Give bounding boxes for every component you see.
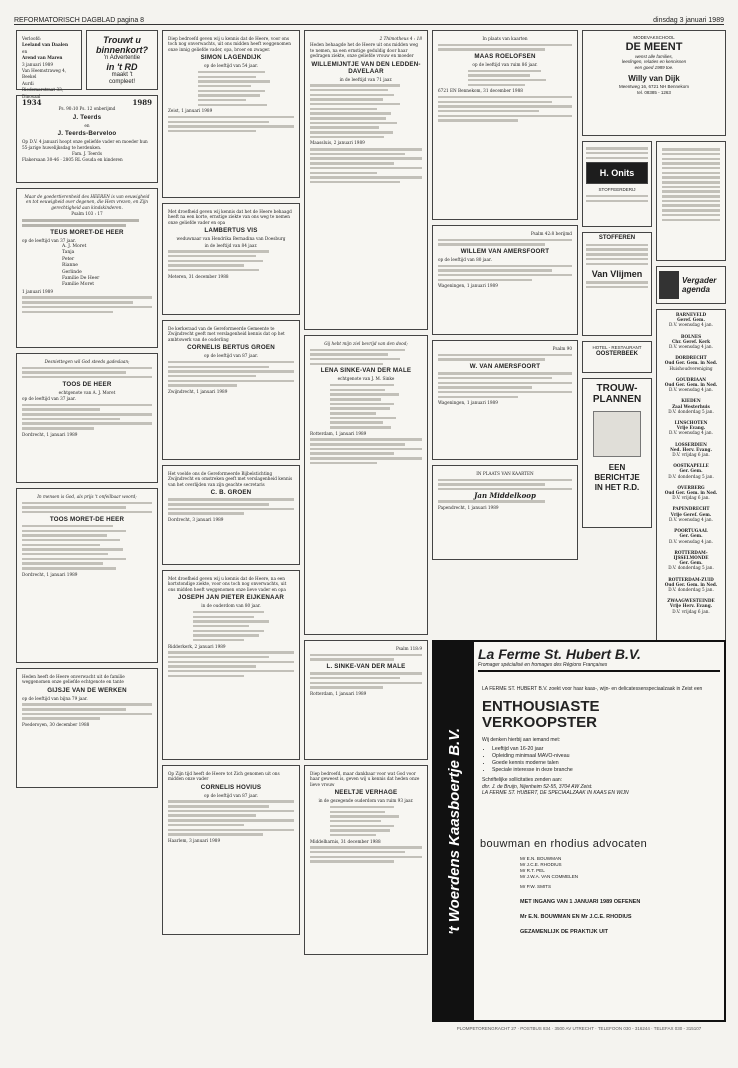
obituary-intro: Maar de goedertierenheid des HEEREN is van eeuwigheid en tot eeuwigheid over degenen, die Hem vrezen, en Zijn gerechtigheid aan kindskinderen. [24,194,150,210]
deceased-age: op de leeftijd van 37 jaar. [22,237,76,243]
ferm-side-text: 't Woerdens Kaasboertje B.V. [445,727,463,935]
deceased-age: op de leeftijd van ruim 86 jaar. [472,61,538,67]
notice-name: J. Teerds [72,113,102,121]
law-firm-advertisement [480,838,720,935]
column-1 [16,30,158,793]
notice-text: Op D.V. 4 januari hoopt onze geliefde vader en moeder hun 55-jarige huwelijksdag te herdenken. [22,139,148,150]
obituary-van-den-ledden [304,30,428,330]
ferm-apply: LA FERME ST. HUBERT, DE SPECIAALZAAK IN KAAS EN WIJN [482,790,629,796]
agenda-church: Vrije Evang. [676,425,706,431]
notice-line: Van Heemstraweg 4, [22,68,67,74]
obituary-intro: Heden heeft de Heere onverwacht uit de familie weggenomen onze geliefde echtgenote en tante [22,674,125,685]
deceased-age: op de leeftijd van 54 jaar. [204,63,258,69]
trouwplannen-advertisement [582,378,652,528]
ferm-apply: dhr. J. de Bruijn, Nijenheim 52-55, 3704 AW Zeist. [482,783,593,790]
obituary-date: Middelharnis, 31 december 1988 [310,838,381,844]
obituary-verhage [304,765,428,955]
obituary-date: Dordrecht, 1 januari 1989 [22,571,78,577]
obituary-sinke [304,335,428,635]
agenda-info: D.V. donderdag 5 jan. [668,408,714,414]
small-notice [656,141,726,261]
notice-groen [162,465,300,565]
agenda-church: Vrije Geref. Gem. [670,511,712,517]
agenda-info: D.V. donderdag 5 jan. [668,473,714,479]
agenda-entry [660,463,722,479]
agenda-place: ZWAAGWESTEINDE [667,598,715,604]
notice-address: Flakersaan 30-46 · 2805 RL Gouda en kinderen [22,157,123,163]
deceased-relation: weduwnaar van Hendrika Bernadina van Doesburg [176,236,286,242]
signer: Rianne [62,263,78,269]
onits-advertisement [582,141,652,227]
deceased-age: in de ouderdom van 80 jaar. [201,603,261,609]
ad-phone: tel. 08385 - 1263 [637,89,671,95]
obituary-intro: Gij hebt mijn ziel bevrijd van den dood; [324,341,408,346]
agenda-church: Ger. Gem. [679,533,703,539]
law-partner: Mr J.W.A. VAN COMMELEN [520,874,579,879]
agenda-place: LOSSERDIEN [675,441,707,447]
agenda-place: PAPENDRECHT [672,506,710,512]
ad-title: TROUW- [596,383,638,394]
notice-line: Verloofd: [22,36,42,41]
agenda-church: Ned. Herv. Evang. [670,446,712,452]
requirement-item: • Leeftijd van 16-20 jaar [492,746,718,753]
ferm-subtitle: Fromager spécialisé en fromages des Régions Françaises [478,662,608,668]
deceased-age: in de leeftijd van 71 jaar. [339,76,393,82]
deceased-relation: echtgenote van A. J. Moret [58,389,116,395]
agenda-church: Vrije Herv. Evang. [669,603,713,609]
ad-person: Willy van Dijk [628,74,680,84]
deceased-name: Jan Middelkoop [474,490,536,500]
deceased-name: C. B. GROEN [210,489,252,497]
ferm-apply: Schriftelijke sollicitaties zenden aan: [482,777,563,783]
notice-line: 3 januari 1989 [22,61,54,67]
obituary-intro: In mensen is God, als prijs 't onfeilbaar woord; [37,494,137,499]
deceased-age: op de leeftijd van bijna 79 jaar. [22,695,88,701]
ad-name: OOSTERBEEK [595,350,638,357]
law-title: bouwman en rhodius advocaten [480,838,648,850]
notice-sinke [304,640,428,760]
ad-title: HOTEL - RESTAURANT [592,345,642,350]
ad-text: wenst alle families, [635,53,673,59]
obituary-van-de-werken [16,668,158,788]
deceased-age: in de gezegende ouderdom van ruim 93 jaar. [318,798,414,804]
agenda-info: D.V. woensdag 4 jan. [669,322,713,328]
obituary-intro: Diep bedroefd geven wij u kennis dat de Heere, voor ons toch nog onverwachts, uit ons midden heeft weggenomen onze innig geliefde vader, opa, broer en zwager. [168,36,291,52]
obituary-eijkenaar [162,570,300,760]
de-meent-advertisement [582,30,726,136]
deceased-name: CORNELIS HOVIUS [200,783,262,791]
obituary-date: Poederoyen, 30 december 1988 [22,722,90,728]
bible-ref: Psalm 118:9 [395,646,422,651]
deceased-name: L. SINKE-VAN DER MALE [326,662,406,670]
notice-middelkoop [432,465,578,560]
deceased-name: TOOS DE HEER [62,380,112,388]
column-4 [432,30,578,565]
obituary-intro: Met droefheid geven wij kennis dat het de Heere behaagd heeft na een korte, ernstige ziekte van ons weg te nemen onze geliefde vader en opa [168,209,292,225]
ferm-requirements [482,746,718,774]
signer: Tanja [62,250,75,256]
agenda-entry [660,334,722,350]
ad-title: binnenkort? [96,45,148,55]
law-announcement: GEZAMENLIJK DE PRAKTIJK UIT [520,929,609,935]
agenda-entry [660,398,722,414]
notice-line: Arend van Maren [22,55,63,61]
ad-text: leerlingen, relaties en kennissen [621,59,687,65]
deceased-age: in de leeftijd van 84 jaar. [204,242,258,248]
deceased-name: GIJSJE VAN DE WERKEN [47,686,127,694]
deceased-name: WILLEM VAN AMERSFOORT [460,247,550,255]
ferm-header [478,646,720,672]
agenda-place: POORTUGAAL [674,528,708,534]
obituary-intro: Desniettegen wil God steeds gadeslaan; [44,359,130,364]
deceased-age: op de leeftijd van 80 jaar. [438,256,492,262]
notice-line: en [22,48,28,54]
agenda-church: Ger. Gem. [679,468,703,474]
agenda-entry [660,598,722,614]
agenda-entry [660,420,722,436]
obituary-lagendijk [162,30,300,198]
notice-date: Dordrecht, 3 januari 1989 [168,517,224,523]
agenda-entry [660,312,722,328]
deceased-name: WILLEMIJNTJE VAN DEN LEDDEN-DAVELAAR [311,60,421,75]
agenda-info: D.V. woensdag 4 jan. [669,538,713,544]
deceased-name: JOSEPH JAN PIETER EIJKENAAR [177,594,285,602]
law-partner: Mr P.W. SMITS [520,884,552,889]
vergader-agenda-banner [656,266,726,304]
deceased-name: LAMBERTUS VIS [204,227,258,235]
requirement-item: • Opleiding minimaal MAVO-niveau [492,753,718,760]
agenda-info: D.V. vrijdag 6 jan. [672,452,710,458]
obituary-moret [16,188,158,348]
obituary-intro: Diep bedroefd, maar dankbaar voor wat God voor haar geweest is, geven wij u kennis dat heden onze lieve vrouw [310,771,420,787]
requirement-item: • Speciale interesse in deze branche [492,767,718,774]
masthead-left: REFORMATORISCH DAGBLAD pagina 8 [14,17,145,24]
notice-line: Riedemarstraat 33, [22,87,64,93]
agenda-church: Geref. Gem. [677,317,705,323]
ferm-requirements-intro: Wij denken hierbij aan iemand met: [482,736,561,743]
obituary-intro: Op Zijn tijd heeft de Heere tot Zich genomen uit ons midden onze vader [168,771,280,782]
agenda-place: BARNEVELD [675,312,707,317]
bible-ref: Ps. 90:10 Ps. 12 onberijmd [58,106,116,112]
ad-text: IN HET R.D. [594,483,640,492]
notice-line: Aurdi [22,80,34,86]
ad-title: STOFFEREN [598,235,636,241]
year-right: 1989 [132,98,152,107]
ad-address: Meentweg 16, 6721 NH Bennekom [618,84,690,90]
column-3 [304,30,428,960]
notice-and: en [84,122,90,128]
signer: Peter [62,256,75,262]
agenda-place: GOUDRIAAN [675,376,707,382]
agenda-place: KIEDEN [681,398,701,404]
obituary-date: 1 januari 1989 [22,288,54,294]
ferm-job-title: ENTHOUSIASTE VERKOOPSTER [482,697,600,731]
agenda-title: Vergader [682,276,717,285]
deceased-name: LENA SINKE-VAN DER MALE [320,367,412,375]
notice-date: Wageningen, 1 januari 1989 [438,400,498,406]
agenda-entry [660,528,722,544]
la-ferme-advertisement [432,640,726,1022]
ad-text: 'n Advertentie [103,55,141,61]
agenda-place: ROTTERDAM-ZUID [668,576,714,582]
agenda-place: OOSTKAPELLE [673,463,709,469]
law-firm-footer: PLOMPETORENGRACHT 27 · POSTBUS 834 · 3500 AV UTRECHT · TELEFOON 030 - 316244 · TELEFAX 030 - 315107 [456,1026,702,1031]
obituary-intro: In plaats van kaarten [482,36,528,41]
obituary-date: Haarlem, 3 januari 1989 [168,837,221,843]
column-2 [162,30,300,940]
ad-title: PLANNEN [592,394,642,405]
obituary-intro: Met droefheid geven wij u kennis dat de Heere, na een kortstondige ziekte, voor ons toch nog onverwachts, uit ons midden heeft weggenomen onze lieve vader en opa [168,576,287,592]
ferm-body [482,686,718,797]
obituary-vis [162,203,300,315]
van-vlijmen-advertisement [582,232,652,336]
notice-line: Dinosaal [22,93,41,99]
ad-text: BERICHTJE [594,473,640,482]
agenda-entry [660,355,722,371]
ad-text: EEN [608,463,626,472]
agenda-church: Oud Ger. Gem. in Ned. [664,382,718,388]
ad-text: STOFFEERDERIJ [598,187,636,193]
bible-ref: Psalm 103 : 17 [71,211,103,217]
anniversary-notice [16,95,158,183]
deceased-name: W. VAN AMERSFOORT [469,362,541,370]
obituary-de-heer [16,353,158,483]
agenda-info: Huishoudvereniging [669,365,713,371]
ferm-title: La Ferme St. Hubert B.V. [478,646,641,662]
agenda-info: D.V. donderdag 5 jan. [668,565,714,571]
obituary-date: Meteren, 31 december 1988 [168,273,229,279]
obituary-date: Ridderkerk, 2 januari 1989 [168,643,226,649]
law-announcement: MET INGANG VAN 1 JANUARI 1989 OEFENEN [520,899,641,905]
deceased-age: op de leeftijd van 87 jaar. [204,792,258,798]
agenda-place: BOLNES [680,333,702,339]
notice-signature: Fam. J. Teerds [71,151,103,157]
ad-text: compleet! [108,79,135,85]
agenda-info: D.V. donderdag 5 jan. [668,586,714,592]
agenda-info: D.V. woensdag 4 jan. [669,344,713,350]
agenda-entry [660,377,722,393]
agenda-entry [660,550,722,571]
obituary-moret-2 [16,488,158,663]
ad-graphic [593,411,641,457]
notice-date: Rotterdam, 1 januari 1989 [310,690,367,696]
agenda-entry [660,442,722,458]
obituary-intro: Heden behaagde het de Heere uit ons midden weg te nemen, na een ernstige geduldig door haar gedragen ziekte, onze geliefde vrouw en moeder [310,42,419,59]
obituary-date: Maassluis, 2 januari 1989 [310,140,365,146]
hotel-advertisement [582,341,652,373]
deceased-name: MAAS ROELOFSEN [474,52,536,60]
agenda-church: Ger. Gem. [679,560,703,566]
agenda-church: Oud Ger. Gem. in Ned. [664,490,718,496]
signer: Familie De Heer [62,276,100,282]
agenda-entry [660,485,722,501]
deceased-name: SIMON LAGENDIJK [200,54,262,62]
obituary-groen [162,320,300,460]
agenda-info: D.V. woensdag 4 jan. [669,387,713,393]
law-partner: Mr R.T. PEL [520,868,545,873]
notice-intro: Het voelde ons de Gereformeerde Bijbelstichting Zwijndrecht en omstreken geeft met verslagenheid kennis van het overlijden van zijn geachte secretaris [168,471,293,487]
agenda-church: Zaal Westerhuis [672,403,710,409]
ad-text: in 't RD [106,62,138,72]
year-left: 1934 [22,98,42,107]
signer: Gerlinde [62,269,82,275]
law-partner: Mr J.C.E. RHODIUS [520,862,562,867]
bible-ref: 2 Thimotheus 4 : 18 [379,36,422,41]
agenda-church: Chr. Geref. Kerk [671,338,711,344]
deceased-name: NEELTJE VERHAGE [334,789,398,797]
agenda-place: DORDRECHT [675,355,707,361]
ad-text: maakt 't [111,72,133,78]
ferm-intro: LA FERME ST. HUBERT B.V. zoekt voor haar kaas-, wijn- en delicatessenspeciaalzaak in Zeist een [482,686,703,692]
trouwt-advertisement [86,30,158,90]
agenda-place: OVERBERG [677,484,705,490]
deceased-name: TOOS MORET-DE HEER [49,515,125,523]
agenda-church: Oud Ger. Gem. in Ned. [664,360,718,366]
agenda-entry [660,506,722,522]
onits-logo [586,162,648,184]
deceased-age: op de leeftijd van 87 jaar. [204,353,258,359]
notice-intro: IN PLAATS VAN KAARTEN [476,471,534,476]
agenda-info: D.V. woensdag 4 jan. [669,516,713,522]
engagement-notice [16,30,82,99]
deceased-relation: echtgenote van J. M. Sinke [337,376,395,382]
obituary-intro: De kerkeraad van de Gereformeerde Gemeente te Zwijndrecht geeft met verslagenheid kennis dat op het ambtswerk van de ouderling [168,326,285,342]
signer: A. J. Moret [62,244,87,250]
agenda-church: Oud Ger. Gem. in Ned. [664,581,718,587]
notice-line: Leeland van Daalen [22,42,69,48]
obituary-hovius [162,765,300,935]
agenda-info: D.V. vrijdag 6 jan. [672,495,710,501]
ad-name: DE MEENT [625,40,683,53]
ad-name: Van Vlijmen [591,269,643,280]
obituary-date: Zwijndrecht, 1 januari 1989 [168,388,228,394]
requirement-item: • Goede kennis moderne talen [492,760,718,767]
obituary-date: 6721 EN Bennekom, 31 december 1988 [438,88,523,94]
deceased-age: op de leeftijd van 37 jaar. [22,396,76,402]
signer: Familie Moret [62,282,95,288]
obituary-date: Dordrecht, 1 januari 1989 [22,431,78,437]
law-announcement: Mr E.N. BOUWMAN EN Mr J.C.E. RHODIUS [520,914,632,920]
bible-ref: Psalm 42:8 berijmd [530,231,572,236]
agenda-entry [660,577,722,593]
masthead-right: dinsdag 3 januari 1989 [653,17,724,24]
agenda-info: D.V. vrijdag 6 jan. [672,608,710,614]
agenda-logo-graphic [659,271,679,299]
notice-date: Papendrecht, 1 januari 1989 [438,504,499,510]
notice-line: Beekel [22,74,37,80]
agenda-place: ROTTERDAM-IJSSELMONDE [673,549,709,560]
obituary-roelofsen [432,30,578,220]
ferm-side-banner [434,642,474,1020]
deceased-name: CORNELIS BERTUS GROEN [187,344,275,352]
obituary-amersfoort [432,225,578,335]
ad-school: MODEVAKSCHOOL [633,35,675,40]
notice-amersfoort [432,340,578,460]
agenda-place: LINSCHOTEN [674,420,708,426]
obituary-date: Rotterdam, 1 januari 1989 [310,430,367,436]
notice-name: J. Teerds-Berveloo [57,130,117,138]
masthead [14,10,724,25]
agenda-title: agenda [682,285,711,294]
ad-title: Trouwt u [103,35,141,45]
agenda-info: D.V. woensdag 4 jan. [669,430,713,436]
obituary-date: Wageningen, 1 januari 1989 [438,283,498,289]
deceased-name: TEUS MORET-DE HEER [50,228,124,236]
obituary-date: Zeist, 1 januari 1989 [168,108,213,114]
ad-text: een goed 1989 toe. [634,64,674,70]
bible-ref: Psalm 90 [552,346,572,351]
ad-name: H. Onits [599,168,635,179]
law-partner: Mr E.N. BOUWMAN [520,856,562,861]
